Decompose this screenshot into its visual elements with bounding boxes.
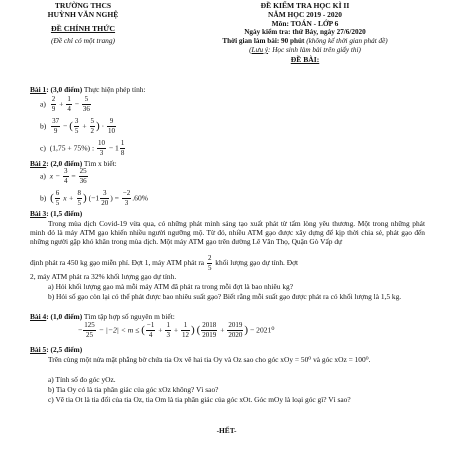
pages-note: (Đề chỉ có một trang) [50, 36, 116, 45]
exam-title: ĐỀ KIỂM TRA HỌC KÌ II [260, 1, 350, 10]
bai4-expression: − $\frac{125}{25}$ − |−2| < m ≤ ( $\frac{-1}{4}$ + $\frac{1}{3}$ + $\frac{1}{12}$ ) ( $\frac{2018}{2019}$ + $\frac{2019}{2020}$ ) − 2021⁰ [78, 321, 275, 339]
official-label: ĐỀ CHÍNH THỨC [50, 23, 116, 33]
end-mark: -HẾT- [216, 426, 237, 435]
note-open: ( [249, 45, 252, 54]
school-year: NĂM HỌC 2019 - 2020 [268, 10, 342, 20]
bai3-question-b: b) Hỏi số gạo còn lại có thể phát được bao nhiêu suất gạo? Biết rằng mỗi suất gạo được phát ra có khối lượng là 1,5 kg. [48, 292, 402, 301]
bai1-a: a) $\frac{2}{9}$ + $\frac{1}{4}$ − $\frac{5}{36}$ [40, 95, 90, 113]
bai2-a: a) x − $\frac{3}{4}$ = $\frac{25}{36}$ [40, 167, 87, 185]
bai1-points: : (3,0 điểm) [46, 85, 83, 94]
bai5-question-a: a) Tính số đo góc yOz. [48, 375, 116, 384]
exam-heading: ĐỀ BÀI: [290, 54, 320, 64]
exam-date: Ngày kiểm tra: thứ Bảy, ngày 27/6/2020 [244, 28, 366, 37]
bai3-question-a: a) Hỏi khối lượng gạo mà mỗi máy ATM đã phát ra trong mỗi đợt là bao nhiêu kg? [48, 282, 293, 291]
note-text: : Học sinh làm bài trên giấy thi) [268, 45, 361, 54]
bai1-c: c) (1,75 + 75%) : $\frac{10}{3}$ − 1 $\frac{1}{8}$ [40, 139, 125, 157]
bai5-question-b: b) Tia Oy có là tia phân giác của góc xOz không? Vì sao? [48, 385, 219, 394]
bai5-question-c: c) Vẽ tia Ot là tia đối của tia Oz, tia Om là tia phân giác của góc xOt. Góc mOy là loại góc gì? Vì sao? [48, 395, 351, 404]
duration: Thời gian làm bài: 90 phút [222, 37, 305, 46]
header-left [28, 1, 138, 45]
school-line1: TRƯỜNG THCS [54, 1, 112, 10]
bai1-heading [30, 85, 146, 94]
header-right [180, 1, 430, 64]
school-line2: HUỲNH VĂN NGHỆ [47, 10, 119, 20]
bai1-b: b) $\frac{37}{9}$ − ( $\frac{3}{5}$ + $\frac{5}{2}$ ) · $\frac{9}{10}$ [40, 117, 116, 135]
bai3-para2: 2, máy ATM phát ra 32% khối lượng gạo dự tính. [30, 272, 177, 281]
bai3-paragraph: Trong mùa dịch Covid-19 vừa qua, có những phát minh sáng tạo xuất phát từ tấm lòng yêu thương. Một trong những phát minh đó là máy ATM gạo khiến nhiều người ngưỡng mộ. Từ đó, nhiều ATM gạo được xây dựng để kịp thời chia sẻ, phát gạo đến những người gặp khó khăn trong mùa dịch. Một máy ATM gạo trên đường Lê Văn Thọ, Quận Gò Vấp dự [30, 219, 425, 247]
bai1-instruction: Thực hiện phép tính: [82, 85, 146, 94]
duration-note: (không kể thời gian phát đề) [306, 37, 388, 46]
bai3-line-frac: định phát ra 450 kg gạo miễn phí. Đợt 1, máy ATM phát ra $\frac{2}{5}$ khối lượng gạo dự tính. Đợt [30, 254, 299, 272]
note-label: Lưu ý [251, 45, 269, 54]
bai5-intro: Trên cùng một nửa mặt phẳng bờ chứa tia Ox vẽ hai tia Oy và Oz sao cho góc xOy = 50⁰ và góc xOz = 100⁰. [48, 355, 371, 364]
bai1-label: Bài 1 [30, 85, 47, 94]
bai3-heading: Bài 3: (1,5 điểm) [30, 209, 83, 218]
bai2-b: b) ( $\frac{6}{5}$ x + $\frac{8}{5}$ ) (−1 $\frac{3}{20}$ ) = $\frac{-2}{3}$ .60% [40, 189, 149, 207]
bai5-heading: Bài 5: (2,5 điểm) [30, 345, 83, 354]
bai4-heading: Bài 4: (1,0 điểm) Tìm tập hợp số nguyên m biết: [30, 312, 175, 321]
subject: Môn: TOÁN - LỚP 6 [271, 19, 339, 29]
bai2-heading: Bài 2: (2,0 điểm) Tìm x biết: [30, 159, 117, 168]
